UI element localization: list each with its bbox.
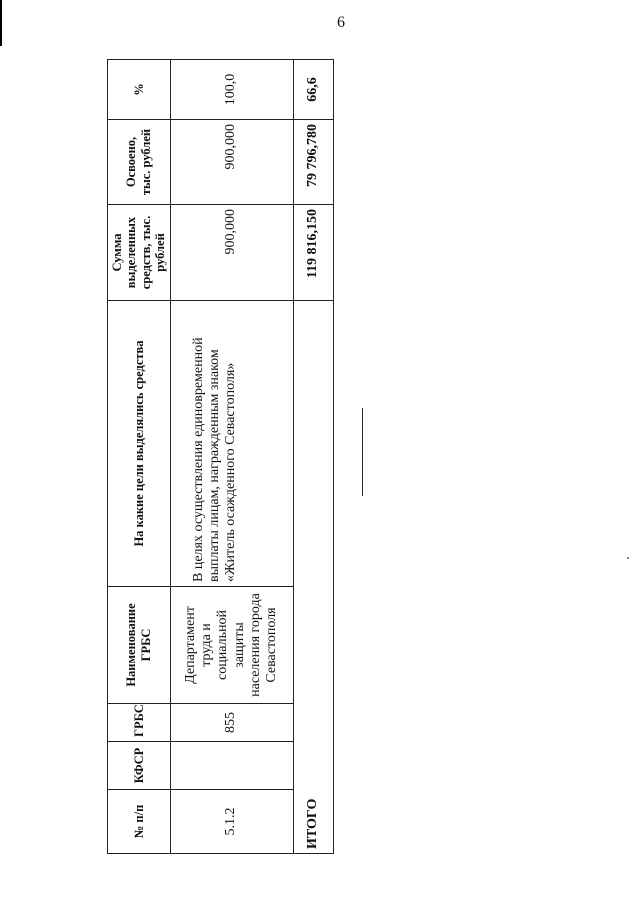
cell-grbs-name: Департамент труда и социальной защиты населения города Севастополя <box>170 587 293 704</box>
total-spent: 79 796,780 <box>293 120 333 205</box>
cell-kfsr <box>170 742 293 790</box>
header-purpose: На какие цели выделялись средства <box>108 301 171 587</box>
header-kfsr: КФСР <box>108 742 171 790</box>
cell-purpose: В целях осуществления единовременной выплаты лицам, награжденным знаком «Житель осажденного Севастополя» <box>170 301 293 587</box>
header-num: № п/п <box>108 790 171 854</box>
funds-report-table <box>107 59 334 854</box>
scan-speck <box>627 557 629 559</box>
header-spent: Освоено, тыс. рублей <box>108 120 171 205</box>
table-header-row <box>108 60 171 854</box>
total-label: ИТОГО <box>293 301 333 854</box>
header-grbs-name: Наименование ГРБС <box>108 587 171 704</box>
table-total-row <box>293 60 333 854</box>
total-percent: 66,6 <box>293 60 333 120</box>
separator-line <box>362 408 363 496</box>
table-row <box>170 60 293 854</box>
cell-num: 5.1.2 <box>170 790 293 854</box>
cell-grbs: 855 <box>170 704 293 742</box>
cell-spent: 900,000 <box>170 120 293 205</box>
header-allocated: Сумма выделенных средств, тыс. рублей <box>108 205 171 301</box>
header-grbs: ГРБС <box>108 704 171 742</box>
cell-allocated: 900,000 <box>170 205 293 301</box>
report-table-container <box>107 60 328 854</box>
header-percent: % <box>108 60 171 120</box>
page-number: 6 <box>337 14 345 31</box>
cell-percent: 100,0 <box>170 60 293 120</box>
scan-edge-mark <box>0 0 2 46</box>
total-allocated: 119 816,150 <box>293 205 333 301</box>
